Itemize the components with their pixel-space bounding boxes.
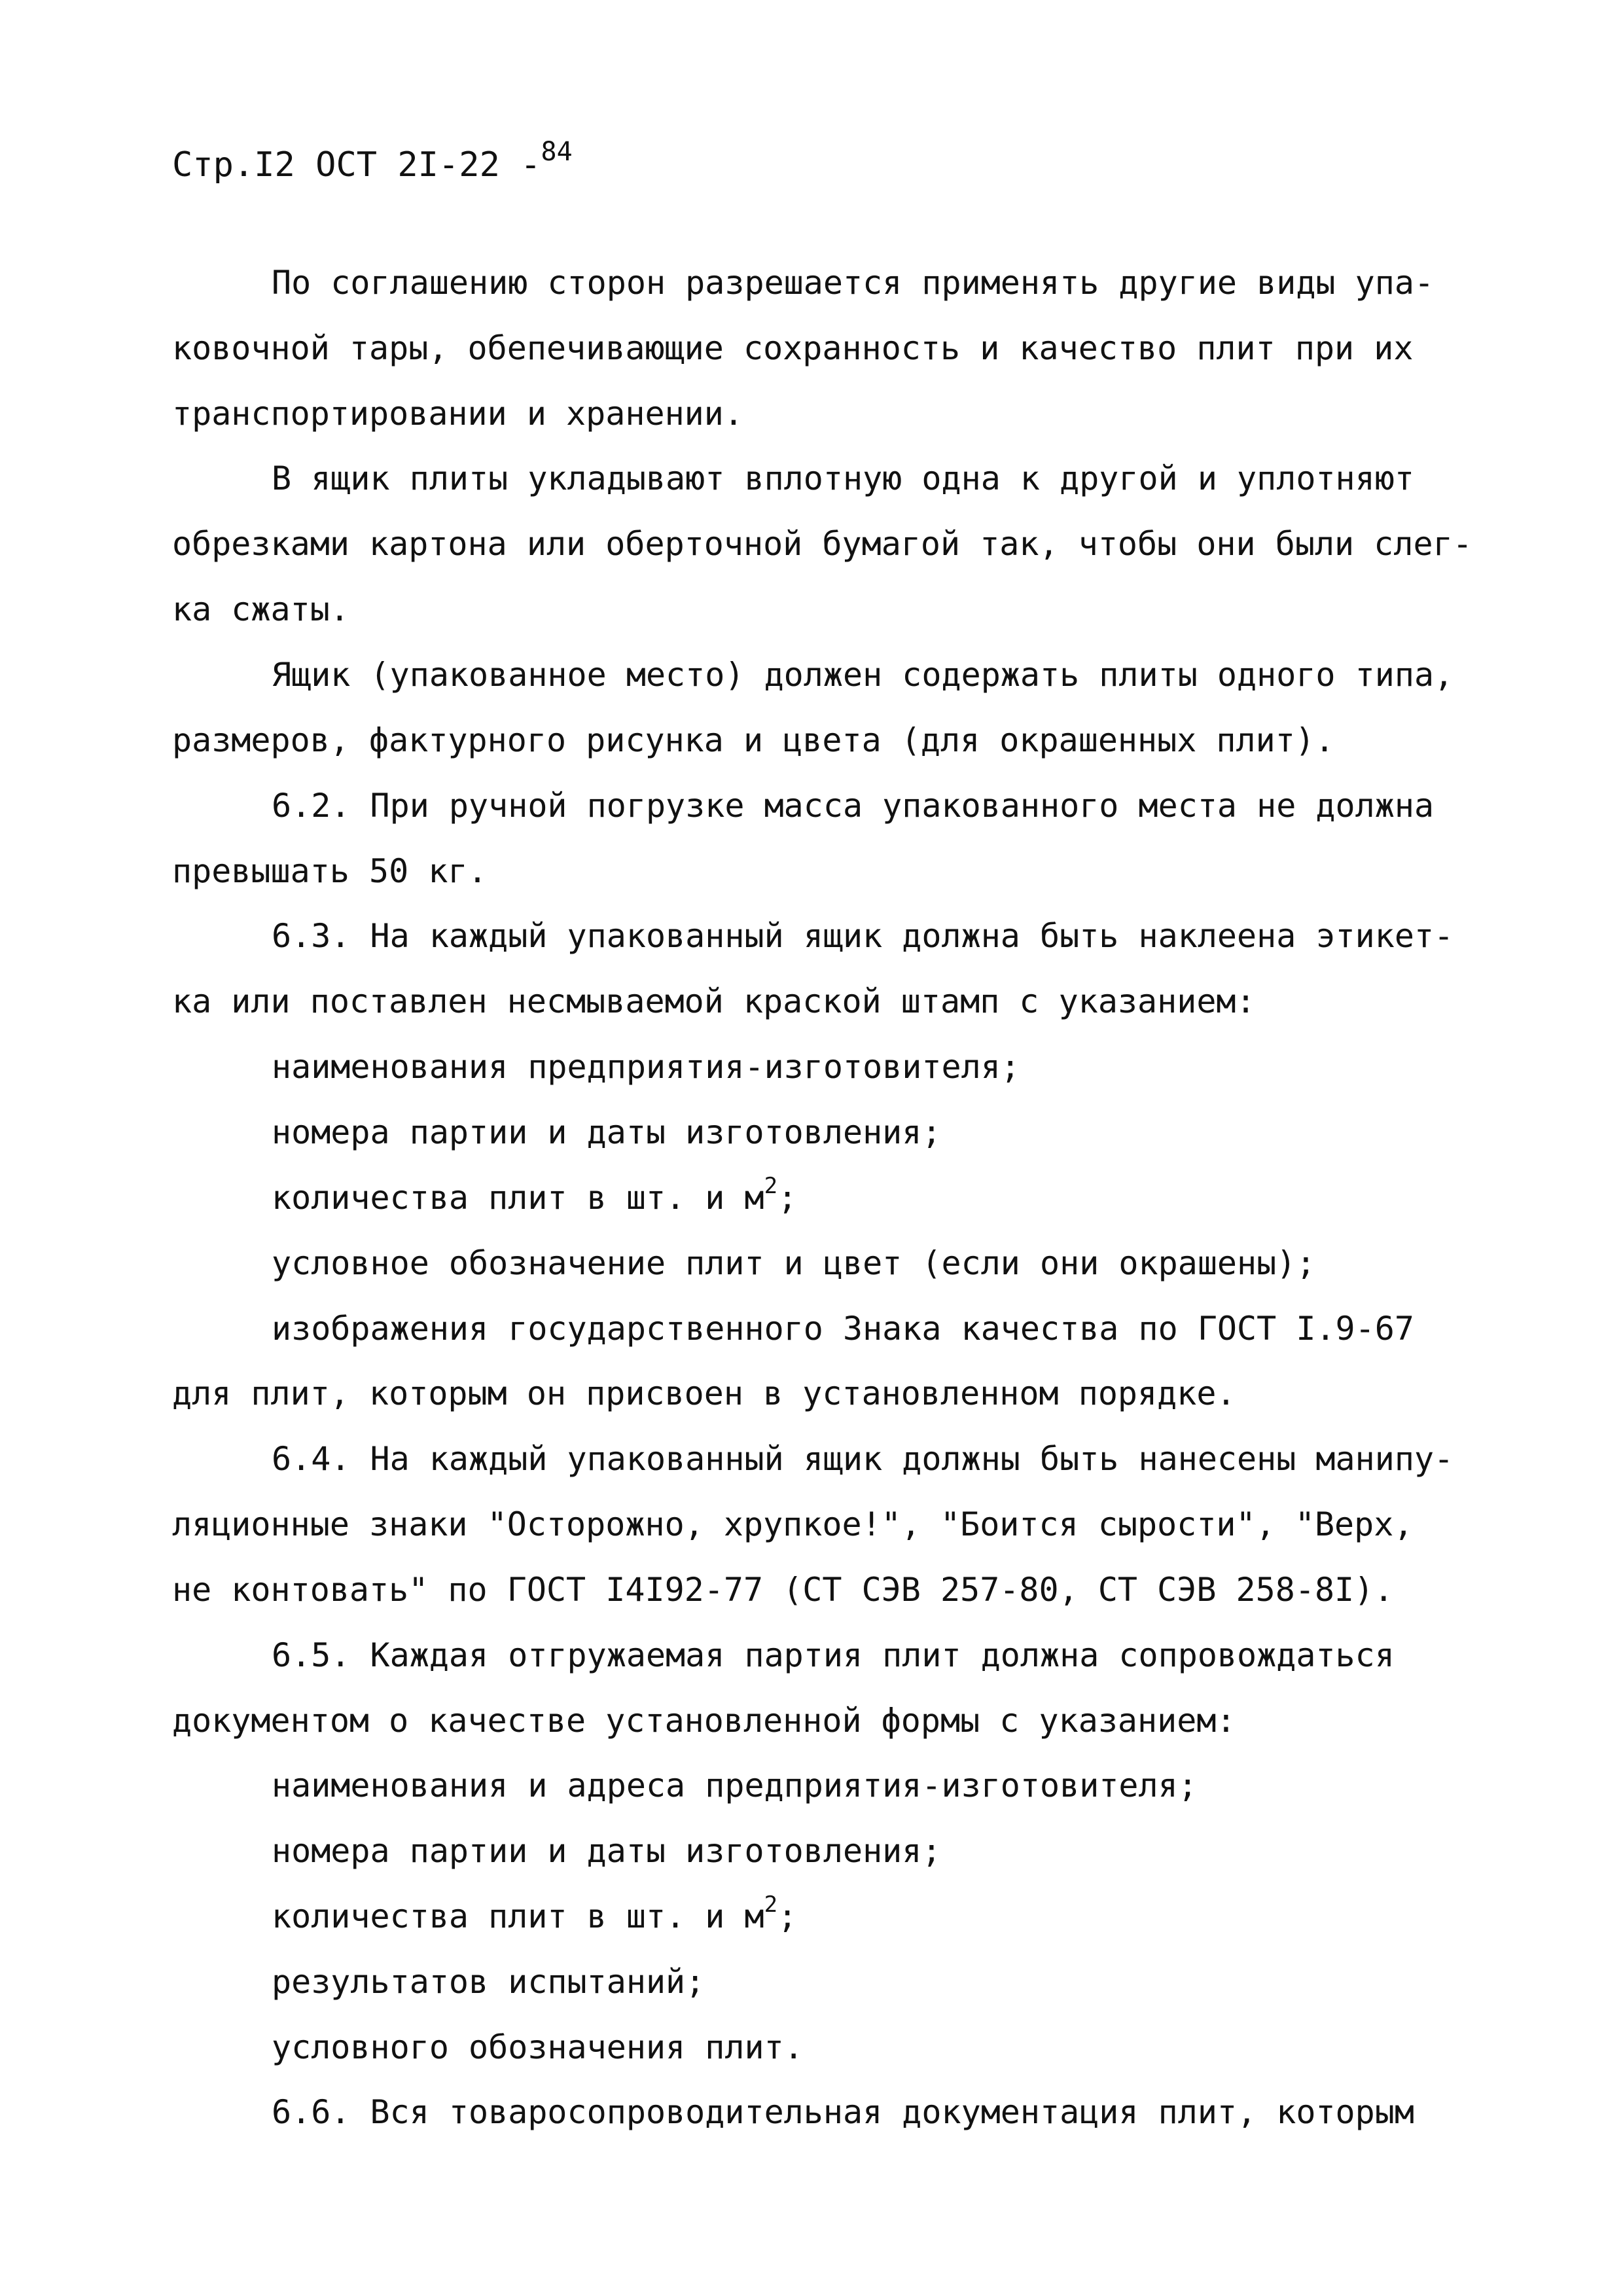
text-line: не контовать" по ГОСТ I4I92-77 (СТ СЭВ 257-80, СТ СЭВ 258-8I). <box>172 1571 1394 1609</box>
list-item <box>272 1892 798 1936</box>
text-line: 6.4. На каждый упакованный ящик должны быть нанесены манипу- <box>272 1440 1454 1478</box>
text-line: 6.3. На каждый упакованный ящик должна быть наклеена этикет- <box>272 917 1454 955</box>
text-line: Ящик (упакованное место) должен содержать плиты одного типа, <box>272 656 1454 694</box>
header-page-ref: Стр.I2 ОСТ 2I-22 <box>172 145 500 185</box>
header-dash: - <box>499 145 541 185</box>
text-line: По соглашению сторон разрешается применять другие виды упа- <box>272 264 1435 302</box>
list-item-punct: ; <box>777 1179 798 1217</box>
text-line: для плит, которым он присвоен в установленном порядке. <box>172 1374 1236 1412</box>
text-line: размеров, фактурного рисунка и цвета (для окрашенных плит). <box>172 721 1335 759</box>
list-item <box>272 1173 798 1217</box>
list-item-text: количества плит в шт. и м <box>272 1179 764 1217</box>
list-item: номера партии и даты изготовления; <box>272 1113 942 1151</box>
list-item: условного обозначения плит. <box>272 2028 804 2066</box>
superscript: 2 <box>764 1892 778 1918</box>
text-line: 6.5. Каждая отгружаемая партия плит должна сопровождаться <box>272 1636 1395 1674</box>
list-item: наименования и адреса предприятия-изготовителя; <box>272 1767 1198 1804</box>
list-item-punct: ; <box>777 1897 798 1935</box>
text-line: ковочной тары, обепечивающие сохранность и качество плит при их <box>172 329 1414 367</box>
list-item: наименования предприятия-изготовителя; <box>272 1048 1020 1086</box>
text-line: ка сжаты. <box>172 590 349 628</box>
list-item: номера партии и даты изготовления; <box>272 1832 942 1870</box>
text-line: обрезками картона или оберточной бумагой так, чтобы они были слег- <box>172 525 1472 563</box>
list-item-text: количества плит в шт. и м <box>272 1897 764 1935</box>
text-line: транспортировании и хранении. <box>172 395 743 433</box>
superscript: 2 <box>764 1173 778 1200</box>
header-year: 84 <box>541 137 573 167</box>
list-item: условное обозначение плит и цвет (если они окрашены); <box>272 1244 1316 1282</box>
list-item: результатов испытаний; <box>272 1963 705 2001</box>
list-item: изображения государственного Знака качества по ГОСТ I.9-67 <box>272 1310 1414 1348</box>
text-line: 6.6. Вся товаросопроводительная документация плит, которым <box>272 2093 1414 2131</box>
page-header <box>172 137 573 187</box>
text-line: документом о качестве установленной формы с указанием: <box>172 1702 1236 1740</box>
text-line: ка или поставлен несмываемой краской штамп с указанием: <box>172 982 1256 1020</box>
text-line: превышать 50 кг. <box>172 852 488 890</box>
text-line: ляционные знаки "Осторожно, хрупкое!", "Боится сырости", "Верх, <box>172 1505 1414 1543</box>
text-line: 6.2. При ручной погрузке масса упакованного места не должна <box>272 787 1435 825</box>
text-line: В ящик плиты укладывают вплотную одна к другой и уплотняют <box>272 459 1414 497</box>
